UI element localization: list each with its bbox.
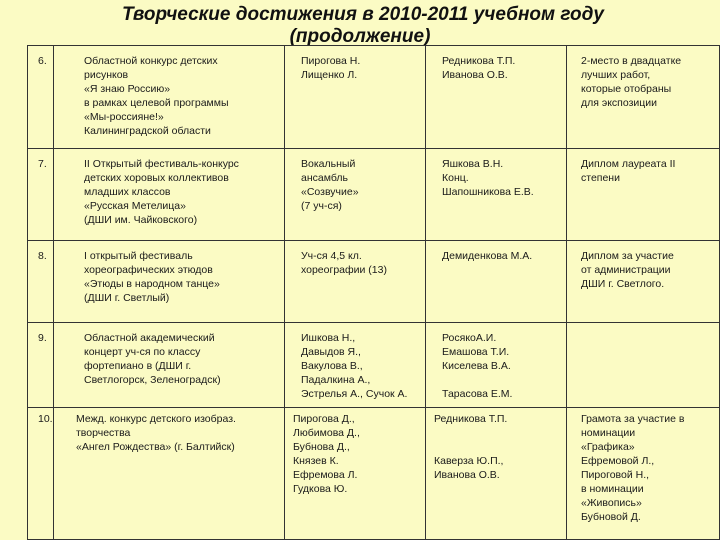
row-number-cell [28,241,54,323]
teachers: Яшкова В.Н. Конц. Шапошникова Е.В. [442,158,534,198]
achievements-table [27,45,720,540]
event-name: Межд. конкурс детского изобраз. творчества «Ангел Рождества» (г. Балтийск) [76,413,236,453]
teachers: Редникова Т.П. Иванова О.В. [442,55,516,81]
row-number-cell [28,149,54,241]
participants-cell [285,408,426,540]
event-cell [54,323,285,408]
event-name: I открытый фестиваль хореографических этюдов «Этюды в народном танце» (ДШИ г. Светлый) [84,250,220,304]
teachers: Редникова Т.П. Каверза Ю.П., Иванова О.В. [434,413,508,481]
participants: Уч-ся 4,5 кл. хореографии (13) [301,250,387,276]
teachers: РосякоА.И. Емашова Т.И. Киселева В.А. Тарасова Е.М. [442,332,513,400]
table-row [28,149,720,241]
result [567,323,719,331]
table-row [28,323,720,408]
row-number: 7. [38,158,47,170]
participants: Вокальный ансамбль «Созвучие» (7 уч-ся) [301,158,359,212]
title-line-1: Творческие достижения в 2010-2011 учебном году [122,4,604,25]
result: 2-место в двадцатке лучших работ, которые отобраны для экспозиции [581,55,682,109]
participants: Пирогова Д., Любимова Д., Бубнова Д., Князев К. Ефремова Л. Гудкова Ю. [293,413,360,495]
row-number: 8. [38,250,47,262]
teachers-cell [426,149,567,241]
event-cell [54,46,285,149]
table-row [28,408,720,540]
table-row [28,46,720,149]
row-number-cell [28,408,54,540]
participants-cell [285,46,426,149]
row-number-cell [28,323,54,408]
teachers-cell [426,46,567,149]
event-cell [54,408,285,540]
event-cell [54,241,285,323]
teachers-cell [426,408,567,540]
row-number: 6. [38,55,47,67]
row-number: 10. [38,413,53,425]
title-line-2: (продолжение) [289,26,431,47]
row-number: 9. [38,332,47,344]
participants: Ишкова Н., Давыдов Я., Вакулова В., Падалкина А., Эстрелья А., Сучок А. [301,332,408,400]
participants-cell [285,323,426,408]
result: Диплом лауреата II степени [581,158,676,184]
teachers-cell [426,323,567,408]
result-cell [567,241,720,323]
result-cell [567,408,720,540]
event-cell [54,149,285,241]
result-cell [567,46,720,149]
participants-cell [285,149,426,241]
participants-cell [285,241,426,323]
result: Диплом за участие от администрации ДШИ г. Светлого. [581,250,674,290]
result-cell [567,323,720,408]
event-name: Областной конкурс детских рисунков «Я знаю Россию» в рамках целевой программы «Мы-россияне!» Калининградской области [84,55,229,137]
table-row [28,241,720,323]
page-title [0,4,720,48]
participants: Пирогова Н. Лищенко Л. [301,55,361,81]
result: Грамота за участие в номинации «Графика» Ефремовой Л., Пироговой Н., в номинации «Живопись» Бубновой Д. [581,413,685,523]
teachers-cell [426,241,567,323]
teachers: Демиденкова М.А. [442,250,533,262]
event-name: Областной академический концерт уч-ся по классу фортепиано в (ДШИ г. Светлогорск, Зеленоградск) [84,332,221,386]
row-number-cell [28,46,54,149]
event-name: II Открытый фестиваль-конкурс детских хоровых коллективов младших классов «Русская Метелица» (ДШИ им. Чайковского) [84,158,239,226]
result-cell [567,149,720,241]
